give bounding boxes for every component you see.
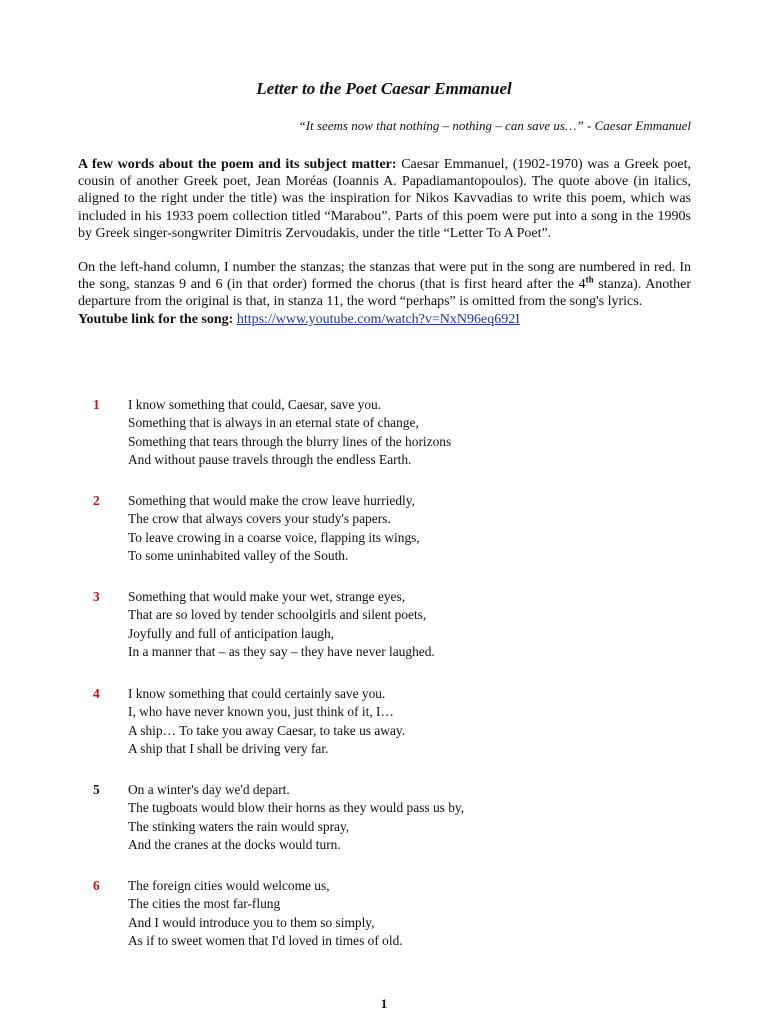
stanza-number: 4 — [93, 686, 100, 701]
document-title: Letter to the Poet Caesar Emmanuel — [256, 79, 512, 98]
stanza-line: A ship… To take you away Caesar, to take us away. — [128, 722, 406, 738]
stanza-line: That are so loved by tender schoolgirls and silent poets, — [128, 607, 427, 623]
stanza-line: Something that would make your wet, strange eyes, — [128, 589, 406, 604]
stanza-line: The tugboats would blow their horns as they would pass us by, — [128, 800, 465, 816]
youtube-link[interactable]: https://www.youtube.com/watch?v=NxN96eq692I — [236, 311, 520, 327]
page-number: 1 — [380, 996, 388, 1011]
stanza-line: To leave crowing in a coarse voice, flapping its wings, — [128, 529, 420, 545]
intro-paragraph-2 — [78, 259, 691, 311]
stanza-line: And I would introduce you to them so simply, — [128, 914, 375, 930]
epigraph-quote: “It seems now that nothing – nothing – can save us…” - Caesar Emmanuel — [298, 118, 691, 133]
stanza-line: Something that is always in an eternal state of change, — [128, 415, 419, 431]
intro-paragraph-1-text: Caesar Emmanuel, (1902-1970) was a Greek poet, cousin of another Greek poet, Jean Moréas (Ioannis A. Papadiamantopoulos). The quote above (in italics, aligned to the right under the title) was the inspiration for Nikos Kavvadias to write this poem, which was included in his 1933 poem collection titled “Marabou”. Parts of this poem were put into a song in the 1990s by Greek singer-songwriter Dimitris Zervoudakis, under the title “Letter To A Poet”. — [78, 157, 691, 241]
stanza-number: 3 — [93, 589, 100, 604]
stanza-line: As if to sweet women that I'd loved in times of old. — [128, 933, 403, 949]
stanza-number: 1 — [93, 397, 100, 412]
intro-paragraph-2-text-b: stanza). Another departure from the original is that, in stanza 11, the word “perhaps” is omitted from the song's lyrics. — [78, 277, 691, 310]
stanza-line: The stinking waters the rain would spray, — [128, 818, 350, 834]
stanza-number: 5 — [93, 782, 100, 797]
intro-heading: A few words about the poem and its subject matter: — [78, 157, 397, 172]
stanza-line: I know something that could, Caesar, save you. — [128, 397, 382, 412]
stanza-line: Something that would make the crow leave hurriedly, — [128, 493, 415, 508]
stanza-line: The foreign cities would welcome us, — [128, 878, 330, 893]
youtube-label: Youtube link for the song: — [78, 311, 234, 327]
stanza-line: Something that tears through the blurry lines of the horizons — [128, 433, 452, 449]
stanza-line: I, who have never known you, just think of it, I… — [128, 704, 394, 720]
stanza-line: To some uninhabited valley of the South. — [128, 548, 349, 564]
intro-section — [78, 156, 691, 328]
stanza-line: And without pause travels through the endless Earth. — [128, 452, 412, 468]
stanza-line: The cities the most far-flung — [128, 896, 281, 912]
youtube-line — [78, 311, 691, 328]
intro-paragraph-1 — [78, 156, 691, 242]
stanza-line: The crow that always covers your study's papers. — [128, 511, 391, 527]
stanza-line: I know something that could certainly save you. — [128, 686, 386, 701]
stanza-line: On a winter's day we'd depart. — [128, 782, 290, 797]
stanza-line: And the cranes at the docks would turn. — [128, 837, 341, 853]
stanza-line: A ship that I shall be driving very far. — [128, 741, 329, 757]
stanza-line: In a manner that – as they say – they have never laughed. — [128, 644, 435, 660]
stanza-number: 6 — [93, 878, 100, 893]
stanza-number: 2 — [93, 493, 100, 508]
ordinal-superscript: th — [585, 274, 594, 285]
stanza-line: Joyfully and full of anticipation laugh, — [128, 625, 335, 641]
intro-paragraph-2-text-a: On the left-hand column, I number the stanzas; the stanzas that were put in the song are numbered in red. In the song, stanzas 9 and 6 (in that order) formed the chorus (that is first heard after the 4 — [78, 260, 691, 293]
